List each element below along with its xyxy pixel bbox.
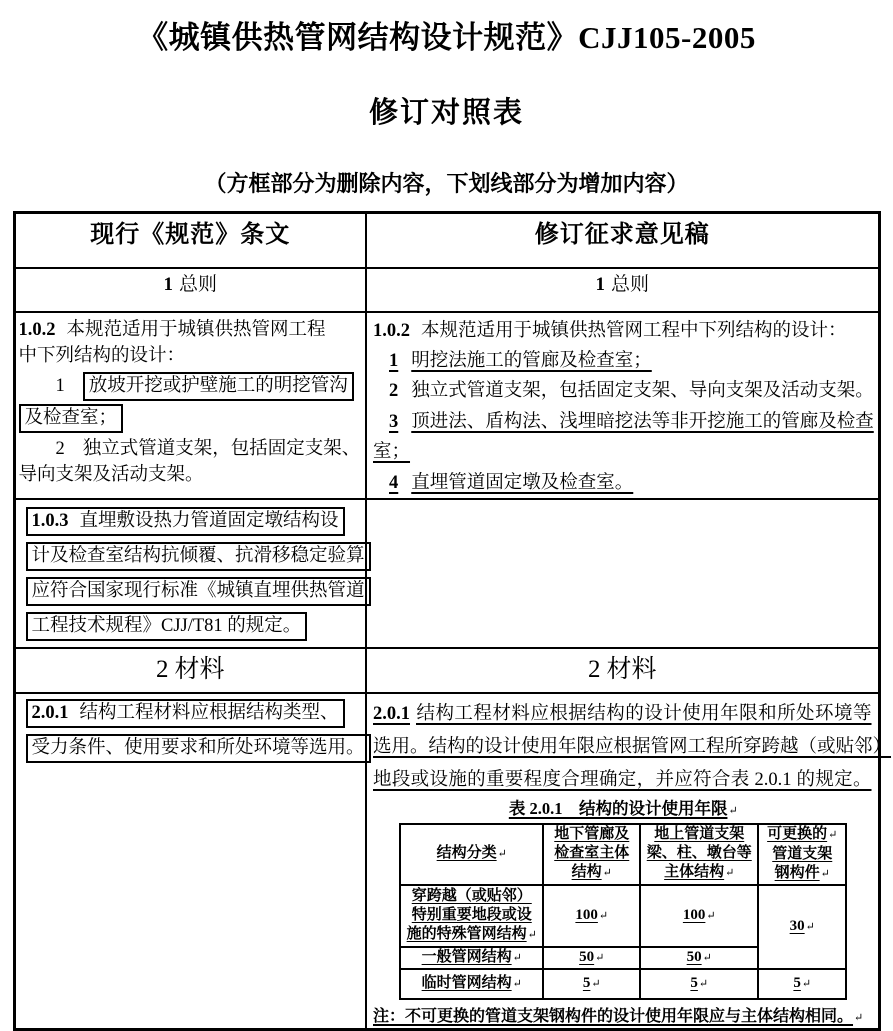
return-mark-icon: ↵	[595, 951, 605, 964]
text-line	[373, 698, 874, 731]
label-text: 施的特殊管网结构↵	[406, 925, 537, 942]
text-line: 中下列结构的设计：	[18, 345, 186, 366]
deleted-box: 及检查室；	[19, 404, 124, 433]
header-current-column: 现行《规范》条文	[14, 213, 366, 268]
row-temporary-label: 临时管网结构↵	[400, 969, 543, 999]
text-line	[26, 542, 364, 571]
value-temporary-underground: 5↵	[543, 969, 640, 999]
section-materials-revised	[366, 648, 879, 693]
clause-number: 1.0.2	[18, 319, 56, 340]
header-text: 管道支架	[772, 845, 833, 862]
deleted-box	[26, 699, 345, 728]
section-label: 总则	[178, 273, 217, 295]
added-text: 地段或设施的重要程度合理确定，并应符合表 2.0.1 的规定。	[373, 769, 872, 790]
section-number: 1	[163, 273, 173, 295]
text-line	[373, 764, 874, 797]
header-text: 地下管廊及	[554, 826, 630, 843]
design-life-table	[399, 823, 847, 1000]
added-text	[389, 351, 652, 371]
clause-102-revised-cell	[366, 312, 879, 499]
clause-number: 1.0.2	[373, 320, 410, 341]
added-text	[389, 412, 874, 432]
item-number: 2	[55, 438, 65, 459]
header-revised-column: 修订征求意见稿	[366, 213, 879, 268]
clause-text: 明挖法施工的管廊及检查室；	[411, 350, 652, 371]
header-text: 地上管道支架	[654, 826, 745, 843]
clause-number: 2.0.1	[31, 702, 69, 723]
row-general-label: 一般管网结构↵	[400, 947, 543, 969]
legend-note: （方框部分为删除内容，下划线部分为增加内容）	[204, 171, 689, 196]
clause-number: 1.0.3	[31, 510, 69, 531]
col-header-aboveground	[640, 824, 758, 885]
comparison-table	[13, 211, 892, 1031]
label-text: 穿跨越（或贴邻）	[411, 887, 532, 904]
clause-103-revised-empty-cell	[366, 499, 879, 648]
return-mark-icon: ↵	[706, 909, 716, 922]
section-general-row	[14, 268, 879, 312]
value-general-aboveground: 50↵	[640, 947, 758, 969]
design-life-row-special	[400, 885, 846, 947]
note-text: 注：不可更换的管道支架钢构件的设计使用年限应与主体结构相同。	[373, 1007, 854, 1025]
return-mark-icon: ↵	[527, 928, 537, 941]
item-number: 2	[389, 381, 399, 402]
value-temporary-aboveground: 5↵	[640, 969, 758, 999]
text-line	[373, 407, 876, 437]
clause-text: 结构工程材料应根据结构类型、	[79, 702, 339, 723]
return-mark-icon: ↵	[854, 1011, 864, 1024]
deleted-box	[26, 507, 345, 536]
clause-text: 顶进法、盾构法、浅埋暗挖法等非开挖施工的管廊及检查	[411, 411, 874, 432]
added-text	[373, 704, 872, 724]
section-number: 2	[587, 655, 601, 683]
caption-text: 表 2.0.1 结构的设计使用年限	[508, 798, 728, 818]
return-mark-icon: ↵	[702, 951, 712, 964]
return-mark-icon: ↵	[728, 804, 738, 817]
col-header-category	[400, 824, 543, 885]
header-text: 梁、柱、墩台等	[646, 845, 752, 862]
text-line	[26, 577, 364, 606]
clause-201-revised-cell	[366, 693, 892, 1030]
return-mark-icon: ↵	[598, 909, 609, 922]
return-mark-icon: ↵	[801, 977, 812, 990]
text-line	[19, 317, 364, 343]
text-line	[373, 346, 876, 376]
value-special-aboveground: 100↵	[640, 885, 758, 947]
header-text: 结构↵	[571, 864, 612, 881]
text-line	[19, 372, 364, 401]
added-text: 选用。结构的设计使用年限应根据管网工程所穿跨越（或贴邻）	[373, 736, 892, 757]
section-materials-current	[14, 648, 366, 693]
section-label: 材料	[606, 655, 657, 683]
deleted-box: 放坡开挖或护壁施工的明挖管沟	[83, 372, 354, 401]
clause-102-current-cell	[14, 312, 366, 499]
value-special-underground: 100↵	[543, 885, 640, 947]
clause-201-row	[14, 693, 879, 1030]
text-line	[26, 734, 364, 763]
return-mark-icon: ↵	[591, 977, 601, 990]
text-line	[373, 376, 876, 406]
added-text: 室；	[373, 442, 411, 463]
return-mark-icon: ↵	[725, 867, 735, 880]
item-number: 3	[389, 411, 399, 432]
value-temporary-replaceable: 5↵	[758, 969, 846, 999]
deleted-box: 计及检查室结构抗倾覆、抗滑移稳定验算	[26, 542, 371, 571]
text-line: 导向支架及活动支架。	[18, 464, 204, 485]
section-general-current	[14, 268, 366, 312]
label-text: 特别重要地段或设	[411, 906, 532, 923]
section-label: 总则	[610, 273, 649, 295]
return-mark-icon: ↵	[512, 977, 522, 990]
return-mark-icon: ↵	[828, 828, 838, 841]
added-text	[389, 473, 633, 493]
design-life-row-temporary	[400, 969, 846, 999]
clause-text: 独立式管道支架，包括固定支架、导向支架及活动支架。	[411, 381, 874, 402]
col-header-underground	[543, 824, 640, 885]
section-general-revised	[366, 268, 879, 312]
clause-103-current-cell	[14, 499, 366, 648]
clause-text: 本规范适用于城镇供热管网工程中下列结构的设计：	[421, 320, 847, 341]
header-text: 钢构件↵	[774, 864, 830, 881]
header-text: 结构分类	[436, 845, 497, 862]
return-mark-icon: ↵	[512, 951, 522, 964]
document-title: 《城镇供热管网结构设计规范》CJJ105-2005	[137, 20, 756, 55]
header-text: 检查室主体	[554, 845, 630, 862]
design-life-header-row	[400, 824, 846, 885]
design-life-table-note	[373, 1007, 874, 1028]
clause-103-row	[14, 499, 879, 648]
clause-102-row	[14, 312, 879, 499]
section-label: 材料	[174, 655, 225, 683]
clause-number: 2.0.1	[373, 703, 410, 724]
clause-text: 本规范适用于城镇供热管网工程	[66, 319, 326, 340]
document-subtitle: 修订对照表	[368, 97, 524, 129]
return-mark-icon: ↵	[820, 867, 830, 880]
col-header-replaceable	[758, 824, 846, 885]
section-number: 2	[155, 655, 169, 683]
design-life-table-caption	[373, 798, 874, 822]
header-text: 主体结构↵	[664, 864, 735, 881]
deleted-box: 受力条件、使用要求和所处环境等选用。	[26, 734, 371, 763]
clause-text: 直埋敷设热力管道固定墩结构设	[79, 510, 339, 531]
item-number: 1	[389, 350, 399, 371]
value-general-underground: 50↵	[543, 947, 640, 969]
section-materials-row	[14, 648, 879, 693]
item-number: 1	[55, 375, 65, 396]
return-mark-icon: ↵	[497, 848, 507, 861]
clause-text: 结构工程材料应根据结构的设计使用年限和所处环境等	[416, 703, 872, 724]
deleted-box: 应符合国家现行标准《城镇直埋供热管道	[26, 577, 371, 606]
value-replaceable-merged: 30↵	[758, 885, 846, 969]
deleted-box: 工程技术规程》CJJ/T81 的规定。	[26, 612, 308, 641]
clause-201-current-cell	[14, 693, 366, 1030]
row-special-label	[400, 885, 543, 947]
return-mark-icon: ↵	[602, 867, 612, 880]
text-line	[19, 436, 364, 462]
text-line	[373, 437, 876, 467]
item-number: 4	[389, 472, 399, 493]
text-line	[26, 699, 364, 728]
clause-text: 独立式管道支架，包括固定支架、	[82, 438, 361, 459]
header-row	[14, 213, 879, 268]
text-line	[19, 404, 364, 433]
text-line	[373, 316, 876, 346]
return-mark-icon: ↵	[698, 977, 709, 990]
header-text: 可更换的↵	[767, 825, 838, 842]
text-line	[26, 612, 364, 641]
section-number: 1	[595, 273, 605, 295]
text-line	[373, 468, 876, 498]
text-line	[373, 731, 892, 764]
clause-text: 直埋管道固定墩及检查室。	[411, 472, 634, 493]
return-mark-icon: ↵	[805, 920, 815, 933]
text-line	[26, 507, 364, 536]
